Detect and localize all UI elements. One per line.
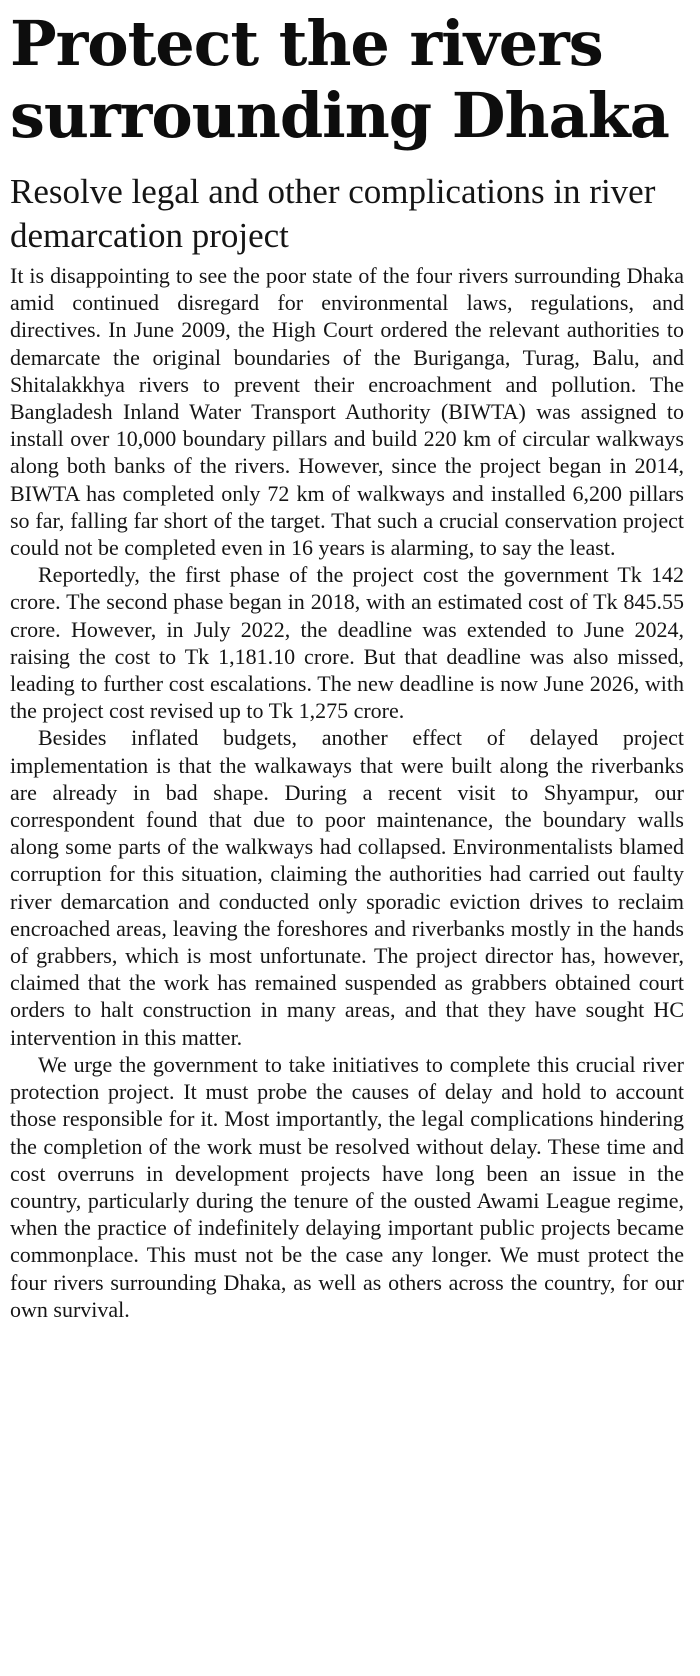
paragraph-4: We urge the government to take initiatives to complete this crucial river protection project. It must probe the causes of delay and hold to account those responsible for it. Most importantly, the legal complications hindering the completion of the work must be resolved without delay. These time and cost overruns in development projects have long been an issue in the country, particularly during the tenure of the ousted Awami League regime, when the practice of indefinitely delaying important public projects became commonplace. This must not be the case any longer. We must protect the four rivers surrounding Dhaka, as well as others across the country, for our own survival. (10, 1051, 684, 1322)
headline: Protect the rivers surrounding Dhaka (10, 7, 669, 152)
subheadline: Resolve legal and other complications in river demarcation project (10, 172, 656, 255)
editorial-article (10, 8, 684, 1323)
article-body (10, 262, 684, 1323)
paragraph-3: Besides inflated budgets, another effect of delayed project implementation is that the walkaways that were built along the riverbanks are already in bad shape. During a recent visit to Shyampur, our correspondent found that due to poor maintenance, the boundary walls along some parts of the walkways had collapsed. Environmentalists blamed corruption for this situation, claiming the authorities had carried out faulty river demarcation and conducted only sporadic eviction drives to reclaim encroached areas, leaving the foreshores and riverbanks mostly in the hands of grabbers, which is most unfortunate. The project director has, however, claimed that the work has remained suspended as grabbers obtained court orders to halt construction in many areas, and that they have sought HC intervention in this matter. (10, 725, 684, 1050)
paragraph-1: It is disappointing to see the poor state of the four rivers surrounding Dhaka amid continued disregard for environmental laws, regulations, and directives. In June 2009, the High Court ordered the relevant authorities to demarcate the original boundaries of the Buriganga, Turag, Balu, and Shitalakkhya rivers to prevent their encroachment and pollution. The Bangladesh Inland Water Transport Authority (BIWTA) was assigned to install over 10,000 boundary pillars and build 220 km of circular walkways along both banks of the rivers. However, since the project began in 2014, BIWTA has completed only 72 km of walkways and installed 6,200 pillars so far, falling far short of the target. That such a crucial conservation project could not be completed even in 16 years is alarming, to say the least. (10, 263, 684, 561)
paragraph-2: Reportedly, the first phase of the project cost the government Tk 142 crore. The second phase began in 2018, with an estimated cost of Tk 845.55 crore. However, in July 2022, the deadline was extended to June 2024, raising the cost to Tk 1,181.10 crore. But that deadline was also missed, leading to further cost escalations. The new deadline is now June 2026, with the project cost revised up to Tk 1,275 crore. (10, 562, 684, 724)
